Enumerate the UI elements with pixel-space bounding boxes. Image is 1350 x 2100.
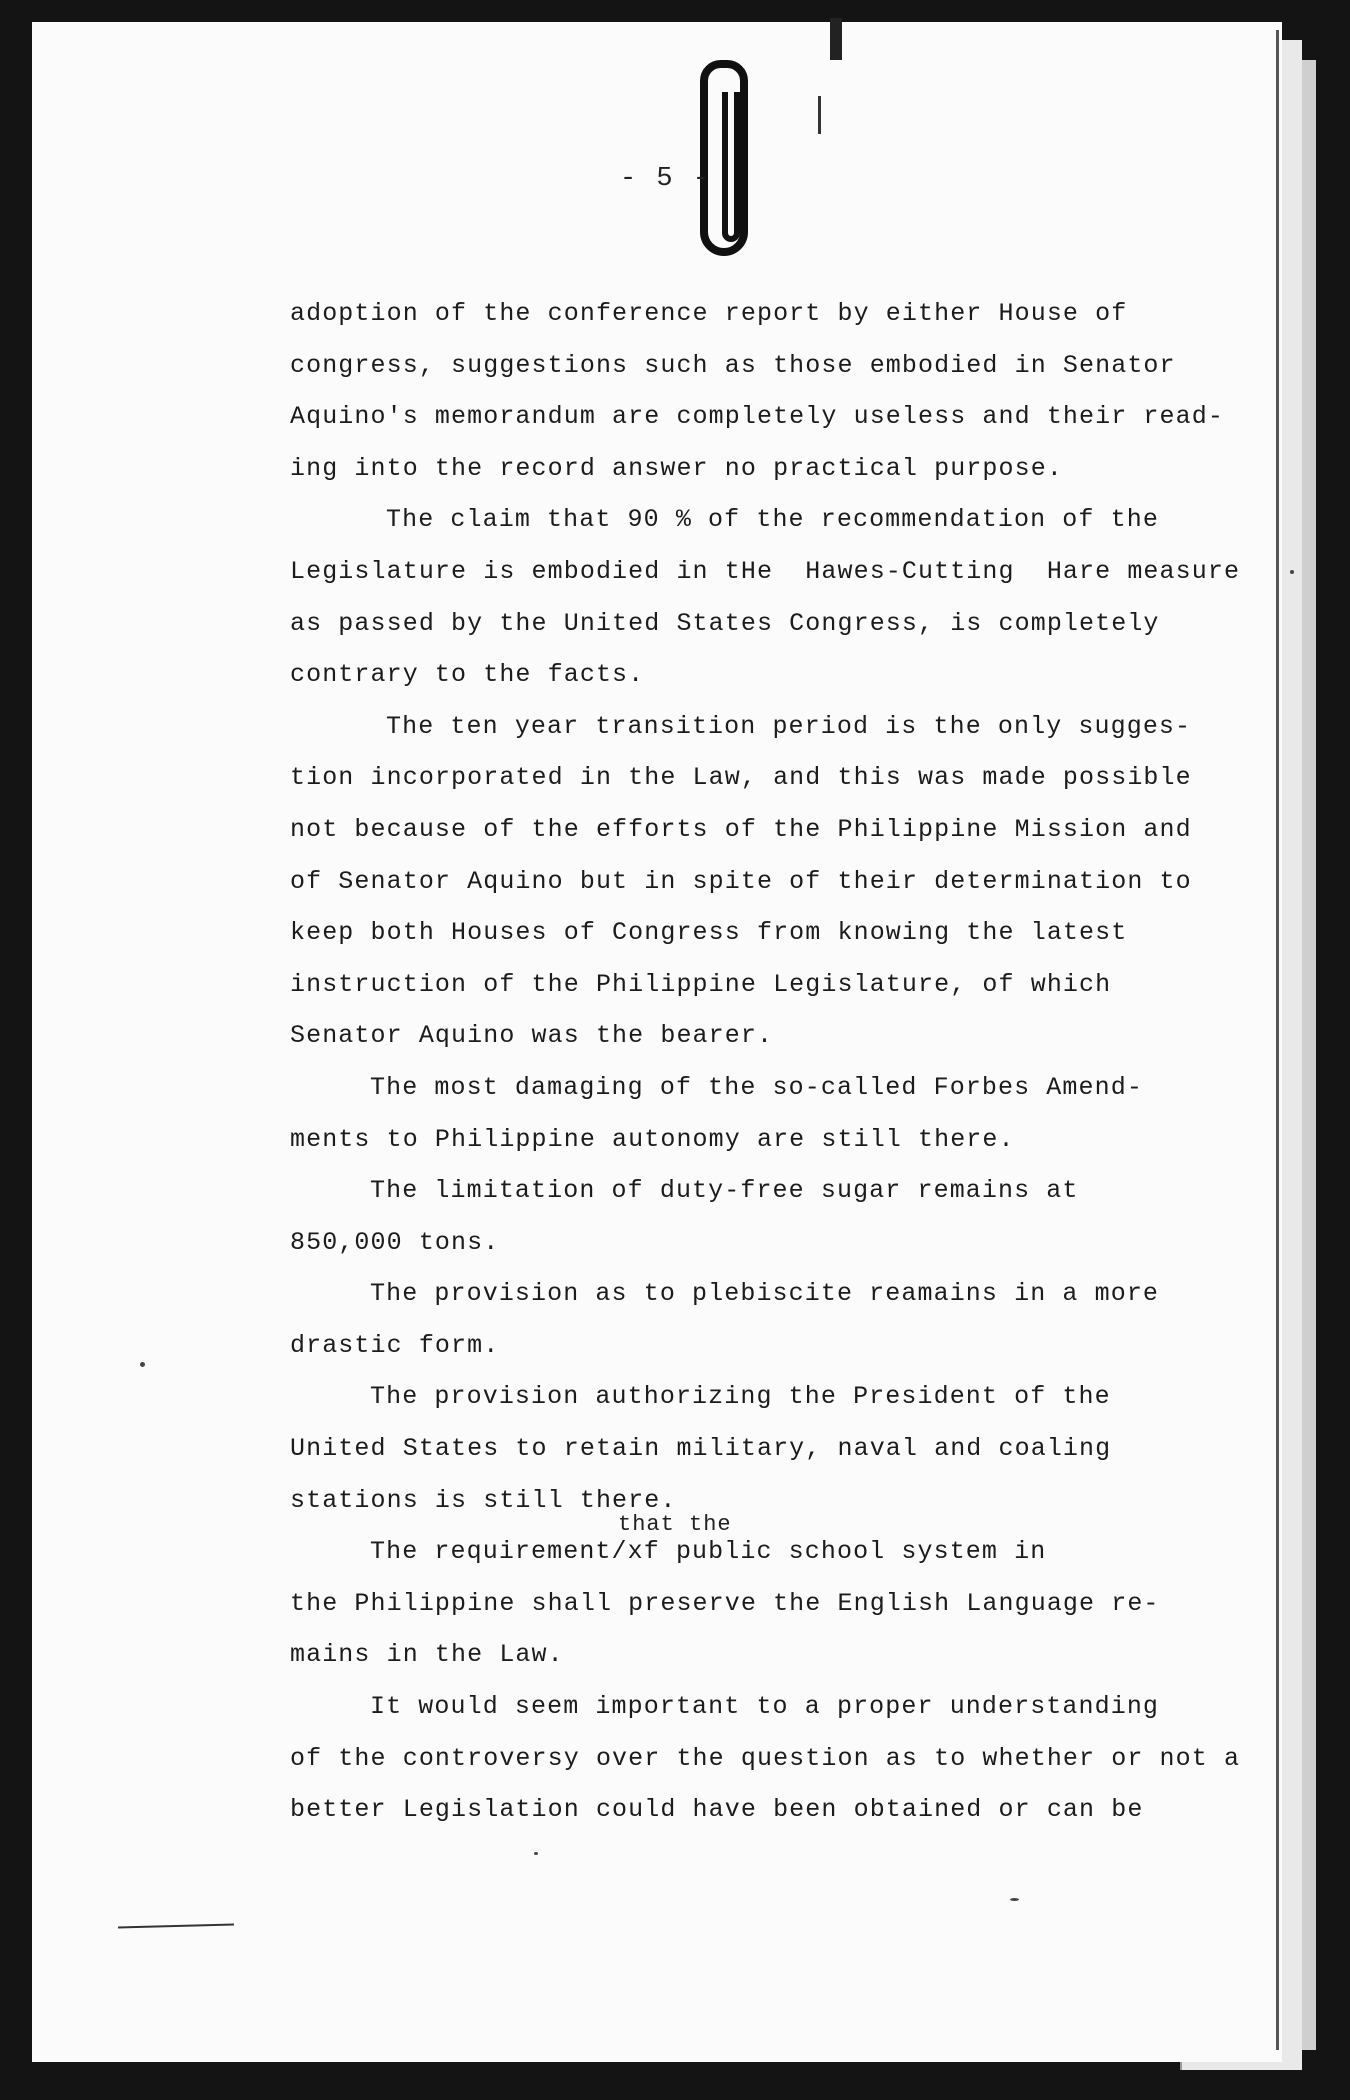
text-line: stations is still there. bbox=[290, 1485, 677, 1515]
interlinear-insertion: that the bbox=[618, 1512, 732, 1538]
paragraph-start-line: The limitation of duty-free sugar remains at bbox=[370, 1176, 1079, 1206]
sheet-edge-shadow bbox=[1276, 30, 1279, 2050]
text-line: Aquino's memorandum are completely useless and their read- bbox=[290, 402, 1224, 432]
paragraph-start-line: The ten year transition period is the only sugges- bbox=[386, 711, 1192, 741]
paragraph-start-line: It would seem important to a proper understanding bbox=[370, 1692, 1160, 1722]
paragraph-start-line: The most damaging of the so-called Forbes Amend- bbox=[370, 1072, 1143, 1102]
text-line: ing into the record answer no practical purpose. bbox=[290, 453, 1063, 483]
typed-body bbox=[290, 288, 1241, 1836]
clip-tick bbox=[818, 96, 821, 134]
clip-stub bbox=[830, 18, 842, 60]
paragraph-start-line: The provision authorizing the President of the bbox=[370, 1382, 1111, 1412]
text-line: drastic form. bbox=[290, 1330, 500, 1360]
paragraph-start-line: The provision as to plebiscite reamains in a more bbox=[370, 1279, 1160, 1309]
text-line: instruction of the Philippine Legislature, of which bbox=[290, 969, 1112, 999]
text-line: adoption of the conference report by either House of bbox=[290, 299, 1128, 328]
text-line: of the controversy over the question as to whether or not a bbox=[290, 1743, 1241, 1773]
text-line: 850,000 tons. bbox=[290, 1227, 500, 1257]
ink-speck bbox=[140, 1362, 145, 1367]
ink-speck bbox=[534, 1852, 538, 1855]
text-line: as passed by the United States Congress, is completely bbox=[290, 608, 1160, 638]
paper-clip-inner bbox=[722, 92, 740, 242]
text-line: contrary to the facts. bbox=[290, 660, 645, 690]
text-line: tion incorporated in the Law, and this was made possible bbox=[290, 763, 1192, 793]
paragraph-start-line: The claim that 90 % of the recommendation of the bbox=[386, 505, 1159, 535]
text-line: better Legislation could have been obtained or can be bbox=[290, 1795, 1144, 1825]
ink-speck bbox=[1010, 1898, 1019, 1901]
text-line: the Philippine shall preserve the English Language re- bbox=[290, 1588, 1160, 1618]
text-line: congress, suggestions such as those embodied in Senator bbox=[290, 350, 1176, 380]
text-line: of Senator Aquino but in spite of their determination to bbox=[290, 866, 1192, 896]
text-line: ments to Philippine autonomy are still there. bbox=[290, 1124, 1015, 1154]
text-line: Legislature is embodied in tHe Hawes-Cutting Hare measure bbox=[290, 556, 1241, 586]
paragraph-start-line: The requirement/xf public school system in bbox=[370, 1537, 1047, 1567]
page-number: - 5 - bbox=[620, 164, 712, 194]
text-line: not because of the efforts of the Philippine Mission and bbox=[290, 814, 1192, 844]
text-line: keep both Houses of Congress from knowing the latest bbox=[290, 918, 1128, 948]
text-line: mains in the Law. bbox=[290, 1640, 564, 1670]
text-line: Senator Aquino was the bearer. bbox=[290, 1021, 774, 1051]
ink-speck bbox=[1290, 570, 1294, 574]
text-line: United States to retain military, naval and coaling bbox=[290, 1434, 1112, 1464]
